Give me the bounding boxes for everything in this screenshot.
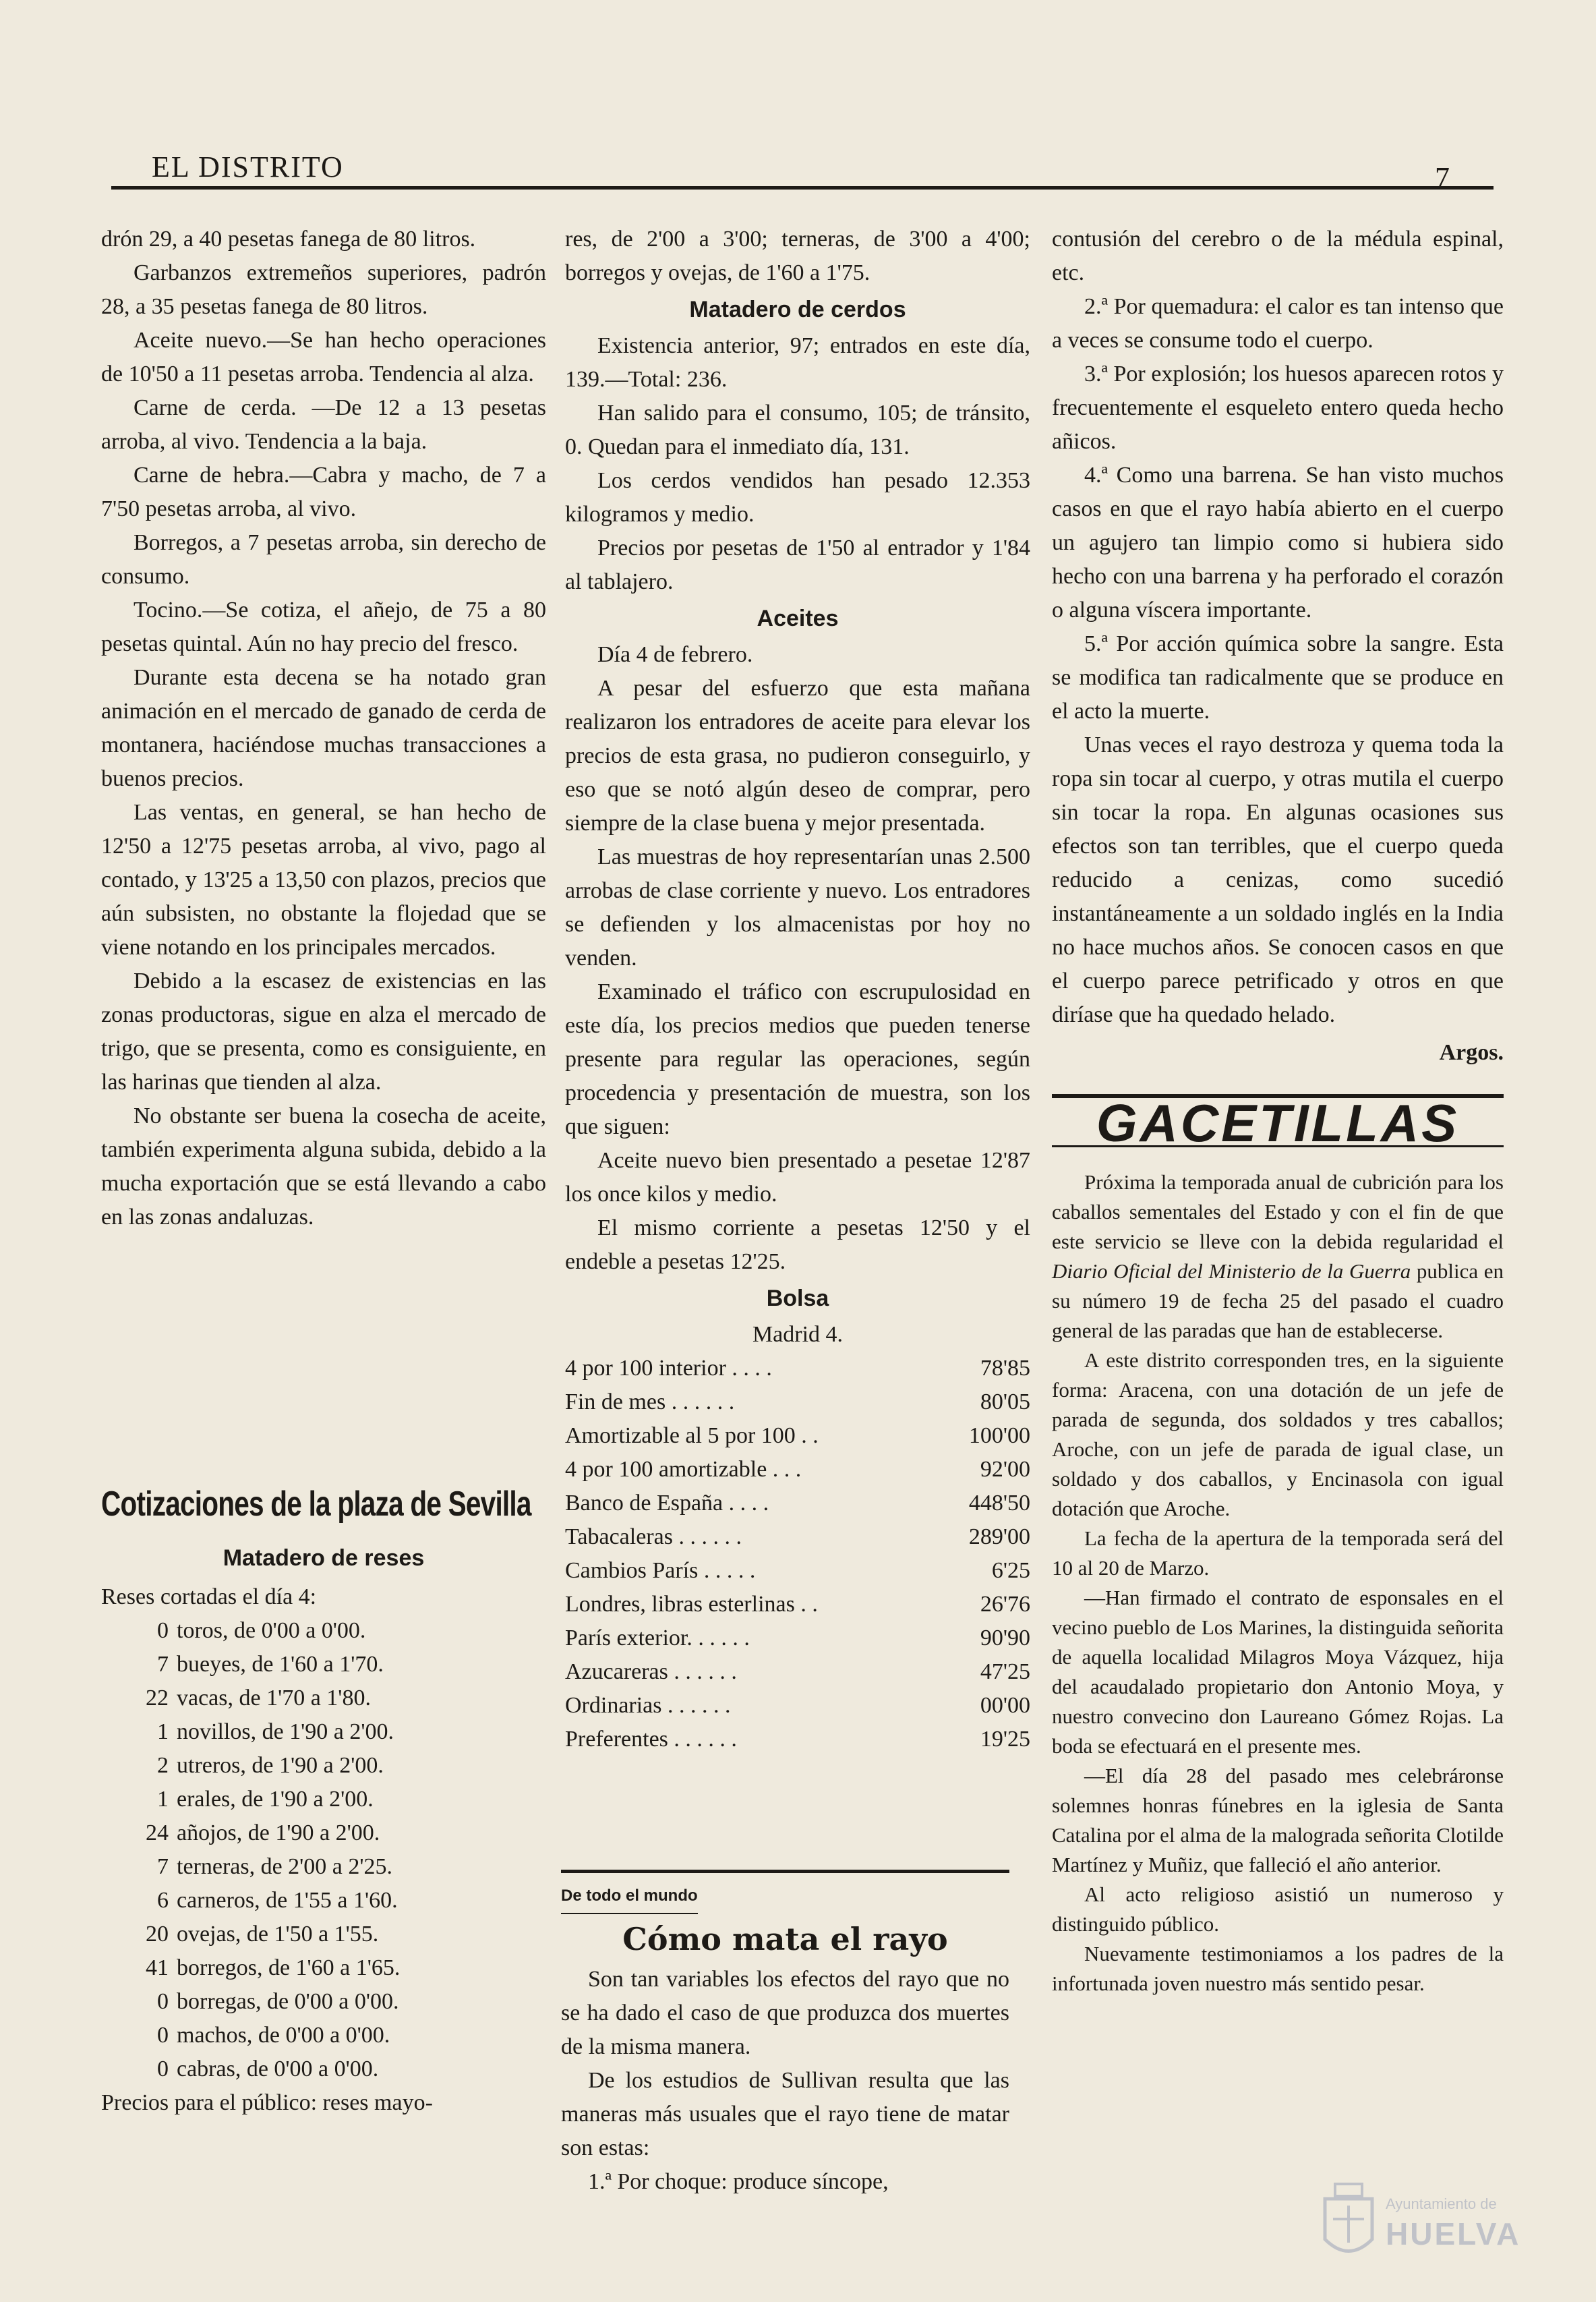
bolsa-row: Amortizable al 5 por 100 . . 100'00 [565,1423,1030,1448]
bolsa-row: Londres, libras esterlinas . . 26'76 [565,1592,1030,1617]
kicker: De todo el mundo [561,1879,698,1914]
gacetillas-banner [1052,1093,1504,1153]
reses-row: 1 erales, de 1'90 a 2'00. [157,1787,374,1812]
cotizaciones-heading: Cotizaciones de la plaza de Sevilla [101,1485,531,1524]
reses-row: 7 bueyes, de 1'60 a 1'70. [157,1652,384,1677]
column-3 [1052,223,1504,1998]
reses-row: 24 añojos, de 1'90 a 2'00. [146,1820,380,1845]
reses-row: 7 terneras, de 2'00 a 2'25. [157,1854,393,1879]
reses-row: 0 machos, de 0'00 a 0'00. [157,2023,390,2048]
bolsa-row: Tabacaleras . . . . . . 289'00 [565,1524,1030,1549]
matadero-reses-heading: Matadero de reses [223,1545,425,1571]
column-2 [565,223,1030,1756]
reses-row: 22 vacas, de 1'70 a 1'80. [146,1686,371,1710]
market-paragraph: Durante esta decena se ha notado gran animación en el mercado de ganado de cerda de montanera, haciéndose muchas transacciones a buenos precios. [101,665,546,791]
rayo-paragraph: Son tan variables los efectos del rayo que no se ha dado el caso de que produzca dos muertes de la misma manera. [561,1967,1009,2059]
bolsa-row: Preferentes . . . . . . 19'25 [565,1727,1030,1752]
gacetilla-paragraph: —El día 28 del pasado mes celebráronse solemnes honras fúnebres en la iglesia de Santa Catalina por el alma de la malograda señorita Clotilde Martínez y Muñiz, que falleció el año anterior. [1052,1764,1504,1876]
bolsa-table [565,1352,1030,1756]
reses-row: 6 carneros, de 1'55 a 1'60. [157,1888,398,1913]
rayo-paragraph: De los estudios de Sullivan resulta que las maneras más usuales que el rayo tiene de matar son estas: [561,2068,1009,2160]
cotizaciones-section [101,1480,546,2120]
reses-row: 0 cabras, de 0'00 a 0'00. [157,2056,379,2081]
reses-row: 20 ovejas, de 1'50 a 1'55. [146,1922,379,1947]
bolsa-heading: Bolsa [766,1286,829,1311]
reses-list [101,1614,546,2086]
market-paragraph: drón 29, a 40 pesetas fanega de 80 litros. [101,227,476,252]
aceites-heading: Aceites [757,606,839,631]
watermark-line1: Ayuntamiento de [1386,2195,1497,2212]
aceites-paragraph: Día 4 de febrero. [597,642,753,667]
aceites-paragraph: Aceite nuevo bien presentado a pesetae 12'87 los once kilos y medio. [565,1148,1030,1207]
cerdos-paragraph: Los cerdos vendidos han pesado 12.353 kilogramos y medio. [565,468,1030,527]
cerdos-paragraph: Precios por pesetas de 1'50 al entrador y 1'84 al tablajero. [565,536,1030,594]
reses-row: 0 toros, de 0'00 a 0'00. [157,1618,366,1643]
market-paragraph: Aceite nuevo.—Se han hecho operaciones de 10'50 a 11 pesetas arroba. Tendencia al alza. [101,328,546,386]
cerdos-paragraph: Han salido para el consumo, 105; de tránsito, 0. Quedan para el inmediato día, 131. [565,401,1030,459]
market-paragraph: Tocino.—Se cotiza, el añejo, de 75 a 80 pesetas quintal. Aún no hay precio del fresco. [101,598,546,656]
reses-row: 2 utreros, de 1'90 a 2'00. [157,1753,384,1778]
reses-row: 41 borregos, de 1'60 a 1'65. [146,1955,401,1980]
market-paragraph: Garbanzos extremeños superiores, padrón 28, a 35 pesetas fanega de 80 litros. [101,260,546,319]
bolsa-row: París exterior. . . . . . 90'90 [565,1625,1030,1650]
gacetilla-paragraph: —Han firmado el contrato de esponsales en el vecino pueblo de Los Marines, la distinguida señorita de aquella localidad Milagros Moya Vázquez, hija del acaudalado propietario don Antonio Moya, y nuestro convecino don Laureano Gómez Rojas. La boda se efectuará en el presente mes. [1052,1586,1504,1758]
aceites-paragraph: Las muestras de hoy representarían unas 2.500 arrobas de clase corriente y nuevo. Los entradores se defienden y los almacenistas por hoy no venden. [565,844,1030,971]
market-paragraph: Debido a la escasez de existencias en las zonas productoras, sigue en alza el mercado de trigo, que se presenta, como es consiguiente, en las harinas que tienden al alza. [101,969,546,1095]
rayo-paragraph: 2.ª Por quemadura: el calor es tan intenso que a veces se consume todo el cuerpo. [1052,294,1504,353]
bolsa-row: Ordinarias . . . . . . 00'00 [565,1693,1030,1718]
gacetilla-paragraph: La fecha de la apertura de la temporada será del 10 al 20 de Marzo. [1052,1526,1504,1580]
bolsa-row: 4 por 100 amortizable . . . 92'00 [565,1457,1030,1482]
rayo-continued: contusión del cerebro o de la médula espinal, etc. [1052,227,1504,285]
bolsa-row: Banco de España . . . . 448'50 [565,1491,1030,1516]
rayo-paragraph: 1.ª Por choque: produce síncope, [588,2169,889,2194]
market-paragraph: Las ventas, en general, se han hecho de 12'50 a 12'75 pesetas arroba, al vivo, pago al contado, y 13'25 a 13,50 con plazos, precios que aún subsisten, no obstante la flojedad que se viene notando en los principales mercados. [101,800,546,960]
bolsa-row: Azucareras . . . . . . 47'25 [565,1659,1030,1684]
gacetilla-paragraph: Próxima la temporada anual de cubrición para los caballos sementales del Estado y con el fin de que este servicio se lleve con la debida regularidad el Diario Oficial del Ministerio de la Guerra publica en su número 19 de fecha 25 del pasado el cuadro general de las paradas que han de establecerse. [1052,1170,1504,1342]
matadero-cerdos-heading: Matadero de cerdos [689,297,906,322]
gacetilla-paragraph: A este distrito corresponden tres, en la siguiente forma: Aracena, con una dotación de un jefe de parada de segunda, dos soldados y tres caballos; Aroche, con un jefe de parada de igual clase, un soldado y dos caballos, y Encinasola con igual dotación que Aroche. [1052,1348,1504,1520]
rayo-heading: Cómo mata el rayo [622,1921,948,1957]
bolsa-subheading: Madrid 4. [752,1322,844,1347]
bolsa-row: Cambios París . . . . . 6'25 [565,1558,1030,1583]
cerdos-paragraph: Existencia anterior, 97; entrados en este día, 139.—Total: 236. [565,333,1030,392]
masthead-title: EL DISTRITO [152,150,344,183]
aceites-paragraph: El mismo corriente a pesetas 12'50 y el endeble a pesetas 12'25. [565,1215,1030,1274]
column-1 [101,223,546,1234]
market-paragraph: Carne de cerda. —De 12 a 13 pesetas arroba, al vivo. Tendencia a la baja. [101,395,546,454]
gacetilla-paragraph: Al acto religioso asistió un numeroso y distinguido público. [1052,1882,1504,1936]
section-rule [561,1870,1009,1873]
market-paragraph: No obstante ser buena la cosecha de aceite, también experimenta alguna subida, debido a la mucha exportación que se está llevando a cabo en las zonas andaluzas. [101,1103,546,1230]
rayo-paragraph: Unas veces el rayo destroza y quema toda la ropa sin tocar al cuerpo, y otras mutila el cuerpo sin tocar la ropa. En algunas ocasiones sus efectos son tan terribles, que el cuerpo queda reducido a cenizas, como sucedió instantáneamente a un soldado inglés en la India no hace muchos años. Se conocen casos en que el cuerpo parece petrificado y otros en que diríase que ha quedado helado. [1052,732,1504,1027]
ayuntamiento-watermark [1318,2175,1561,2276]
aceites-paragraph: Examinado el tráfico con escrupulosidad en este día, los precios medios que pueden tenerse presente para regular las operaciones, según procedencia y presentación de muestra, son los que siguen: [565,979,1030,1139]
rayo-paragraph: 4.ª Como una barrena. Se han visto muchos casos en que el rayo había abierto en el cuerpo un agujero tan limpio como si hubiera sido hecho con una barrena y ha perforado el corazón o alguna víscera importante. [1052,463,1504,623]
rayo-article [561,1862,1009,2199]
market-paragraph: Borregos, a 7 pesetas arroba, sin derecho de consumo. [101,530,546,589]
article-signature: Argos. [1439,1040,1504,1065]
precios-publico: Precios para el público: reses mayo- [101,2090,433,2115]
masthead-rule [111,186,1494,190]
gacetillas-body [1052,1168,1504,1998]
gacetillas-heading: GACETILLAS [1096,1093,1460,1153]
rayo-paragraph: 5.ª Por acción química sobre la sangre. Esta se modifica tan radicalmente que se produce en el acto la muerte. [1052,631,1504,724]
rayo-paragraph: 3.ª Por explosión; los huesos aparecen rotos y frecuentemente el esqueleto entero queda hecho añicos. [1052,362,1504,454]
reses-row: 0 borregas, de 0'00 a 0'00. [157,1989,399,2014]
gacetilla-paragraph: Nuevamente testimoniamos a los padres de la infortunada joven nuestro más sentido pesar. [1052,1942,1504,1995]
bolsa-row: Fin de mes . . . . . . 80'05 [565,1389,1030,1414]
aceites-paragraph: A pesar del esfuerzo que esta mañana realizaron los entradores de aceite para elevar los precios de esta grasa, no pudieron conseguirlo, y eso que se notó algún deseo de comprar, pero siempre de la clase buena y mejor presentada. [565,676,1030,836]
reses-intro: Reses cortadas el día 4: [101,1584,317,1609]
page-number: 7 [1435,161,1450,194]
reses-row: 1 novillos, de 1'90 a 2'00. [157,1719,394,1744]
bolsa-row: 4 por 100 interior . . . . 78'85 [565,1356,1030,1381]
watermark-line2: HUELVA [1386,2216,1521,2251]
market-paragraph: Carne de hebra.—Cabra y macho, de 7 a 7'50 pesetas arroba, al vivo. [101,463,546,521]
col2-intro: res, de 2'00 a 3'00; terneras, de 3'00 a 4'00; borregos y ovejas, de 1'60 a 1'75. [565,227,1030,285]
coat-of-arms-icon [1318,2179,1379,2266]
